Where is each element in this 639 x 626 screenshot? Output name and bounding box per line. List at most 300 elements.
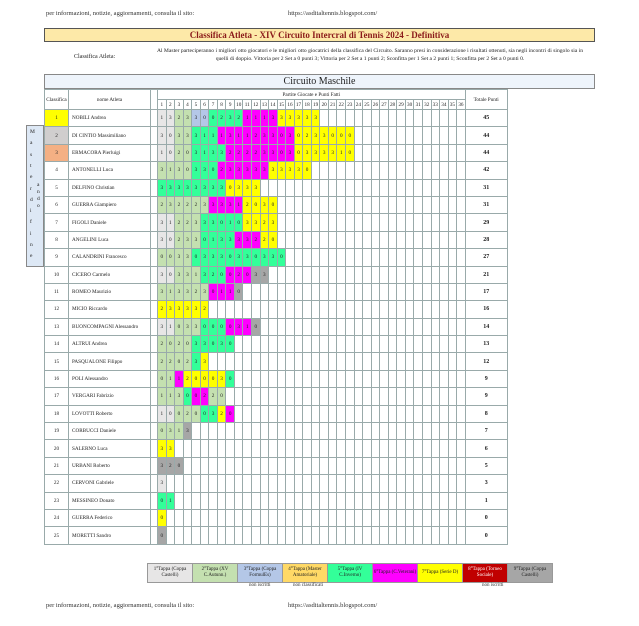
empty-cell xyxy=(388,353,397,370)
match-score: 2 xyxy=(217,110,226,127)
empty-cell xyxy=(397,405,406,422)
match-score: 3 xyxy=(192,214,201,231)
empty-cell xyxy=(371,127,380,144)
empty-cell xyxy=(371,266,380,283)
match-score: 0 xyxy=(183,336,192,353)
empty-cell xyxy=(277,509,286,526)
empty-cell xyxy=(311,196,320,213)
athlete-name: ANGELINI Luca xyxy=(69,231,151,248)
match-score: 0 xyxy=(294,144,303,161)
legend-note-non-iscritti-2: non iscritti xyxy=(482,583,504,588)
match-score: 0 xyxy=(158,249,167,266)
empty-cell xyxy=(354,423,363,440)
empty-cell xyxy=(457,318,466,335)
row-spacer xyxy=(151,405,158,422)
total-points: 27 xyxy=(465,249,507,266)
row-spacer xyxy=(151,423,158,440)
empty-cell xyxy=(422,457,431,474)
empty-cell xyxy=(422,509,431,526)
empty-cell xyxy=(252,423,261,440)
side-letter: n xyxy=(37,189,40,195)
empty-cell xyxy=(328,492,337,509)
empty-cell xyxy=(440,127,449,144)
empty-cell xyxy=(294,179,303,196)
empty-cell xyxy=(303,283,312,300)
empty-cell xyxy=(303,301,312,318)
match-score: 0 xyxy=(192,405,201,422)
empty-cell xyxy=(414,353,423,370)
empty-cell xyxy=(226,475,235,492)
empty-cell xyxy=(286,475,295,492)
row-spacer xyxy=(151,440,158,457)
empty-cell xyxy=(260,301,269,318)
empty-cell xyxy=(363,492,372,509)
empty-cell xyxy=(252,475,261,492)
rank-cell: 4 xyxy=(45,162,69,179)
match-score: 2 xyxy=(158,196,167,213)
empty-cell xyxy=(380,457,389,474)
match-score: 0 xyxy=(226,370,235,387)
footer-url-link[interactable]: https://asditaltennis.blogspot.com/ xyxy=(288,602,378,609)
match-score: 3 xyxy=(175,266,184,283)
match-score: 1 xyxy=(234,127,243,144)
empty-cell xyxy=(234,440,243,457)
empty-cell xyxy=(371,110,380,127)
empty-cell xyxy=(363,318,372,335)
header-url-link[interactable]: https://asditaltennis.blogspot.com/ xyxy=(288,10,378,17)
empty-cell xyxy=(397,214,406,231)
empty-cell xyxy=(422,179,431,196)
empty-cell xyxy=(380,475,389,492)
match-score: 3 xyxy=(192,162,201,179)
empty-cell xyxy=(311,318,320,335)
empty-cell xyxy=(405,144,414,161)
match-score: 1 xyxy=(158,405,167,422)
empty-cell xyxy=(346,527,355,544)
match-score: 3 xyxy=(158,440,167,457)
empty-cell xyxy=(422,196,431,213)
match-score: 0 xyxy=(200,231,209,248)
rank-cell: 13 xyxy=(45,318,69,335)
rank-cell: 22 xyxy=(45,475,69,492)
empty-cell xyxy=(448,318,457,335)
empty-cell xyxy=(320,336,329,353)
match-score: 3 xyxy=(192,127,201,144)
match-score: 1 xyxy=(166,370,175,387)
empty-cell xyxy=(294,353,303,370)
empty-cell xyxy=(405,266,414,283)
empty-cell xyxy=(346,492,355,509)
match-score: 3 xyxy=(277,162,286,179)
empty-cell xyxy=(431,249,440,266)
empty-cell xyxy=(457,249,466,266)
empty-cell xyxy=(354,196,363,213)
match-score: 0 xyxy=(337,127,346,144)
match-score: 3 xyxy=(226,127,235,144)
empty-cell xyxy=(388,301,397,318)
empty-cell xyxy=(303,423,312,440)
empty-cell xyxy=(175,492,184,509)
empty-cell xyxy=(337,249,346,266)
empty-cell xyxy=(363,370,372,387)
empty-cell xyxy=(371,492,380,509)
empty-cell xyxy=(457,127,466,144)
empty-cell xyxy=(260,283,269,300)
empty-cell xyxy=(440,440,449,457)
empty-cell xyxy=(422,214,431,231)
empty-cell xyxy=(414,249,423,266)
match-score: 0 xyxy=(192,370,201,387)
match-score: 3 xyxy=(252,179,261,196)
total-points: 7 xyxy=(465,423,507,440)
empty-cell xyxy=(303,388,312,405)
empty-cell xyxy=(431,475,440,492)
match-score: 2 xyxy=(183,214,192,231)
empty-cell xyxy=(405,249,414,266)
empty-cell xyxy=(440,457,449,474)
empty-cell xyxy=(260,509,269,526)
empty-cell xyxy=(380,214,389,231)
rank-cell: 1 xyxy=(45,110,69,127)
empty-cell xyxy=(303,249,312,266)
match-number: 3 xyxy=(175,100,184,110)
match-number: 25 xyxy=(364,101,370,108)
row-spacer xyxy=(151,249,158,266)
athlete-name: URBANI Roberto xyxy=(69,457,151,474)
match-number: 13 xyxy=(261,101,267,108)
empty-cell xyxy=(320,196,329,213)
empty-cell xyxy=(414,318,423,335)
empty-cell xyxy=(414,127,423,144)
rank-cell: 3 xyxy=(45,144,69,161)
empty-cell xyxy=(328,457,337,474)
empty-cell xyxy=(363,179,372,196)
empty-cell xyxy=(448,423,457,440)
empty-cell xyxy=(371,144,380,161)
match-score: 1 xyxy=(166,388,175,405)
empty-cell xyxy=(371,370,380,387)
empty-cell xyxy=(422,370,431,387)
empty-cell xyxy=(277,266,286,283)
empty-cell xyxy=(311,266,320,283)
empty-cell xyxy=(328,266,337,283)
empty-cell xyxy=(431,353,440,370)
empty-cell xyxy=(286,283,295,300)
match-score: 0 xyxy=(209,110,218,127)
empty-cell xyxy=(405,388,414,405)
match-score: 3 xyxy=(166,301,175,318)
side-letter: s xyxy=(30,151,33,158)
empty-cell xyxy=(303,492,312,509)
empty-cell xyxy=(320,266,329,283)
empty-cell xyxy=(217,509,226,526)
empty-cell xyxy=(457,457,466,474)
empty-cell xyxy=(294,231,303,248)
empty-cell xyxy=(277,370,286,387)
empty-cell xyxy=(388,162,397,179)
empty-cell xyxy=(457,492,466,509)
empty-cell xyxy=(371,283,380,300)
rank-cell: 12 xyxy=(45,301,69,318)
match-score: 1 xyxy=(217,283,226,300)
empty-cell xyxy=(243,283,252,300)
empty-cell xyxy=(226,457,235,474)
empty-cell xyxy=(243,301,252,318)
match-number: 18 xyxy=(304,101,310,108)
match-score: 0 xyxy=(166,405,175,422)
empty-cell xyxy=(354,110,363,127)
match-score: 3 xyxy=(175,388,184,405)
empty-cell xyxy=(422,162,431,179)
empty-cell xyxy=(269,336,278,353)
empty-cell xyxy=(269,388,278,405)
table-row xyxy=(45,249,508,266)
empty-cell xyxy=(422,492,431,509)
empty-cell xyxy=(303,509,312,526)
empty-cell xyxy=(440,214,449,231)
empty-cell xyxy=(422,301,431,318)
table-row xyxy=(45,353,508,370)
match-score: 3 xyxy=(183,318,192,335)
empty-cell xyxy=(192,457,201,474)
empty-cell xyxy=(354,492,363,509)
empty-cell xyxy=(286,370,295,387)
athlete-name: GUERRA Giampiero xyxy=(69,196,151,213)
empty-cell xyxy=(337,336,346,353)
match-score: 0 xyxy=(226,405,235,422)
rank-cell: 9 xyxy=(45,249,69,266)
empty-cell xyxy=(457,301,466,318)
match-number: 7 xyxy=(209,100,218,110)
empty-cell xyxy=(397,179,406,196)
match-score: 3 xyxy=(192,231,201,248)
empty-cell xyxy=(405,336,414,353)
total-points: 31 xyxy=(465,179,507,196)
match-score: 2 xyxy=(175,196,184,213)
match-number: 9 xyxy=(226,100,235,110)
empty-cell xyxy=(397,423,406,440)
empty-cell xyxy=(405,214,414,231)
table-row xyxy=(45,266,508,283)
empty-cell xyxy=(457,196,466,213)
empty-cell xyxy=(337,457,346,474)
match-score: 1 xyxy=(260,110,269,127)
empty-cell xyxy=(405,475,414,492)
empty-cell xyxy=(337,301,346,318)
match-score: 1 xyxy=(234,196,243,213)
empty-cell xyxy=(200,423,209,440)
empty-cell xyxy=(346,283,355,300)
empty-cell xyxy=(431,231,440,248)
match-score: 2 xyxy=(234,110,243,127)
empty-cell xyxy=(440,318,449,335)
empty-cell xyxy=(371,196,380,213)
empty-cell xyxy=(303,353,312,370)
empty-cell xyxy=(397,353,406,370)
match-score: 3 xyxy=(260,127,269,144)
match-score: 1 xyxy=(243,318,252,335)
empty-cell xyxy=(448,283,457,300)
match-score: 3 xyxy=(183,249,192,266)
empty-cell xyxy=(260,388,269,405)
empty-cell xyxy=(192,492,201,509)
empty-cell xyxy=(405,179,414,196)
match-score: 3 xyxy=(269,144,278,161)
empty-cell xyxy=(457,527,466,544)
empty-cell xyxy=(440,301,449,318)
empty-cell xyxy=(431,440,440,457)
match-score: 1 xyxy=(166,318,175,335)
empty-cell xyxy=(234,353,243,370)
empty-cell xyxy=(320,388,329,405)
match-number: 26 xyxy=(372,101,379,108)
match-number: 31 xyxy=(415,101,421,108)
empty-cell xyxy=(269,527,278,544)
empty-cell xyxy=(363,127,372,144)
match-score: 0 xyxy=(226,249,235,266)
match-score: 3 xyxy=(311,127,320,144)
match-score: 0 xyxy=(234,283,243,300)
empty-cell xyxy=(388,127,397,144)
empty-cell xyxy=(311,179,320,196)
header-spacer xyxy=(151,90,158,110)
side-letter: f xyxy=(30,219,32,226)
match-number: 4 xyxy=(183,100,192,110)
empty-cell xyxy=(200,440,209,457)
match-score: 3 xyxy=(269,110,278,127)
empty-cell xyxy=(311,509,320,526)
empty-cell xyxy=(294,318,303,335)
empty-cell xyxy=(328,475,337,492)
match-score: 1 xyxy=(192,266,201,283)
empty-cell xyxy=(354,475,363,492)
empty-cell xyxy=(414,423,423,440)
empty-cell xyxy=(294,370,303,387)
match-score: 0 xyxy=(252,196,261,213)
empty-cell xyxy=(337,162,346,179)
table-row xyxy=(45,527,508,544)
empty-cell xyxy=(328,110,337,127)
match-score: 2 xyxy=(192,283,201,300)
match-number: 19 xyxy=(313,101,319,108)
total-points: 29 xyxy=(465,214,507,231)
match-score: 3 xyxy=(303,144,312,161)
match-score: 3 xyxy=(277,110,286,127)
empty-cell xyxy=(252,336,261,353)
empty-cell xyxy=(328,370,337,387)
empty-cell xyxy=(337,370,346,387)
empty-cell xyxy=(363,110,372,127)
empty-cell xyxy=(320,162,329,179)
empty-cell xyxy=(209,527,218,544)
header-totale: Totale Punti xyxy=(465,90,507,110)
match-score: 0 xyxy=(277,127,286,144)
empty-cell xyxy=(363,266,372,283)
empty-cell xyxy=(405,127,414,144)
empty-cell xyxy=(234,527,243,544)
empty-cell xyxy=(175,440,184,457)
empty-cell xyxy=(234,301,243,318)
match-score: 3 xyxy=(209,179,218,196)
empty-cell xyxy=(320,475,329,492)
empty-cell xyxy=(371,318,380,335)
match-score: 2 xyxy=(183,353,192,370)
empty-cell xyxy=(252,509,261,526)
rank-cell: 8 xyxy=(45,231,69,248)
empty-cell xyxy=(431,301,440,318)
empty-cell xyxy=(166,509,175,526)
empty-cell xyxy=(217,353,226,370)
empty-cell xyxy=(337,196,346,213)
empty-cell xyxy=(388,231,397,248)
empty-cell xyxy=(414,527,423,544)
empty-cell xyxy=(371,509,380,526)
table-row xyxy=(45,196,508,213)
empty-cell xyxy=(363,336,372,353)
empty-cell xyxy=(371,423,380,440)
empty-cell xyxy=(311,353,320,370)
total-points: 31 xyxy=(465,196,507,213)
match-score: 3 xyxy=(286,144,295,161)
empty-cell xyxy=(371,301,380,318)
match-score: 1 xyxy=(226,283,235,300)
empty-cell xyxy=(431,527,440,544)
empty-cell xyxy=(320,353,329,370)
empty-cell xyxy=(337,527,346,544)
athlete-name: CERVONI Gabriele xyxy=(69,475,151,492)
empty-cell xyxy=(422,475,431,492)
athlete-name: FIGOLI Daniele xyxy=(69,214,151,231)
empty-cell xyxy=(388,283,397,300)
empty-cell xyxy=(303,318,312,335)
empty-cell xyxy=(209,301,218,318)
empty-cell xyxy=(422,266,431,283)
empty-cell xyxy=(294,457,303,474)
match-score: 3 xyxy=(183,283,192,300)
empty-cell xyxy=(303,179,312,196)
match-score: 0 xyxy=(277,144,286,161)
empty-cell xyxy=(269,440,278,457)
empty-cell xyxy=(277,527,286,544)
empty-cell xyxy=(277,301,286,318)
athlete-name: NOBILI Andrea xyxy=(69,110,151,127)
empty-cell xyxy=(277,492,286,509)
match-number: 32 xyxy=(424,101,430,108)
empty-cell xyxy=(217,457,226,474)
empty-cell xyxy=(234,388,243,405)
table-row xyxy=(45,457,508,474)
match-score: 2 xyxy=(234,144,243,161)
match-score: 0 xyxy=(183,388,192,405)
empty-cell xyxy=(175,509,184,526)
empty-cell xyxy=(388,266,397,283)
empty-cell xyxy=(303,475,312,492)
match-score: 3 xyxy=(243,249,252,266)
match-score: 0 xyxy=(166,144,175,161)
empty-cell xyxy=(405,509,414,526)
empty-cell xyxy=(457,336,466,353)
empty-cell xyxy=(175,475,184,492)
empty-cell xyxy=(328,231,337,248)
empty-cell xyxy=(380,196,389,213)
empty-cell xyxy=(457,388,466,405)
match-score: 3 xyxy=(217,196,226,213)
empty-cell xyxy=(422,423,431,440)
match-score: 1 xyxy=(243,127,252,144)
empty-cell xyxy=(192,440,201,457)
empty-cell xyxy=(346,231,355,248)
match-number: 29 xyxy=(398,101,404,108)
